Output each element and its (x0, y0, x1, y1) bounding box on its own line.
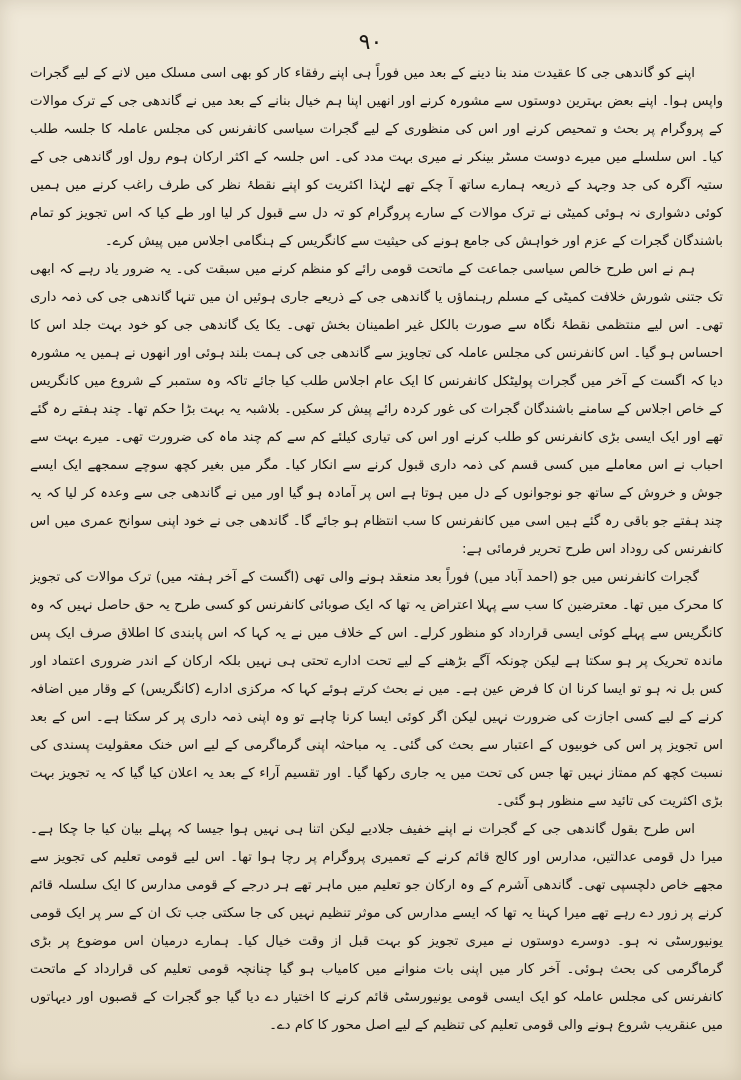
paragraph-2: ہم نے اس طرح خالص سیاسی جماعت کے ماتحت قومی رائے کو منظم کرنے میں سبقت کی۔ یہ ضرور یاد رہے کہ ابھی تک جتنی شورش خلافت کمیٹی کے مسلم رہنماؤں یا گاندھی جی کے ذریعے جاری ہوئیں ان میں تنہا گاندھی جی کی ذمہ داری تھی۔ اس لیے منتظمی نقطۂ نگاہ سے صورت بالکل غیر اطمینان بخش تھی۔ یکا یک گاندھی جی کو خود بہت جلد اس کا احساس ہو گیا۔ اس کانفرنس کی مجلس عاملہ کی تجاویز سے گاندھی جی کی ہمت بلند ہوئی اور انھوں نے ہمیں یہ مشورہ دیا کہ اگست کے آخر میں گجرات پولیٹکل کانفرنس کا ایک عام اجلاس طلب کیا جائے تاکہ وہ ستمبر کے شروع میں کانگریس کے خاص اجلاس کے سامنے باشندگان گجرات کی غور کردہ رائے پیش کر سکیں۔ بلاشبہ یہ بہت بڑا حکم تھا۔ چند ہفتے رہ گئے تھے اور ایک ایسی بڑی کانفرنس کو طلب کرنے اور اس کی تیاری کیلئے کم سے کم چند ماہ کی ضرورت تھی۔ میرے بہت سے احباب نے اس معاملے میں کسی قسم کی ذمہ داری قبول کرنے سے انکار کیا۔ مگر میں بغیر کچھ سوچے سمجھے ایک ایسے جوش و خروش کے ساتھ جو نوجوانوں کے دل میں ہوتا ہے اس پر آمادہ ہو گیا اور میں نے گاندھی جی سے وعدہ کر لیا کہ یہ چند ہفتے جو باقی رہ گئے ہیں اسی میں کانفرنس کا سب انتظام ہو جائے گا۔ گاندھی جی نے خود اپنی سوانح عمری میں اس کانفرنس کی روداد اس طرح تحریر فرمائی ہے: (30, 262, 723, 557)
body-text (30, 60, 723, 1074)
paragraph-1: اپنے کو گاندھی جی کا عقیدت مند بنا دینے کے بعد میں فوراً ہی اپنے رفقاء کار کو بھی اسی مسلک میں لانے کے لیے گجرات واپس ہوا۔ اپنے بعض بہترین دوستوں سے مشورہ کرنے اور انھیں اپنا ہم خیال بنانے کے بعد میں نے گاندھی جی کے ترک موالات کے پروگرام پر بحث و تمحیص کرنے اور اس کی منظوری کے لیے گجرات سیاسی کانفرنس کی مجلس عاملہ کا جلسہ طلب کیا۔ اس سلسلے میں میرے دوست مسٹر بینکر نے میری بہت مدد کی۔ اس جلسہ کے اکثر ارکان ہوم رول اور گاندھی جی کے ستیہ آگرہ کی جد وجہد کے ذریعہ ہمارے ساتھ آ چکے تھے لہٰذا اکثریت کو اپنے نقطۂ نظر کی طرف راغب کرنے میں ہمیں کوئی دشواری نہ ہوئی کمیٹی نے ترک موالات کے سارے پروگرام کو تہ دل سے قبول کر لیا اور طے کیا کہ اس تجویز کو تمام باشندگان گجرات کے عزم اور خواہش کی جامع ہونے کی حیثیت سے کانگریس کے ہنگامی اجلاس میں پیش کرے۔ (30, 66, 723, 249)
paragraph-4: اس طرح بقول گاندھی جی کے گجرات نے اپنے خفیف جلادیے لیکن اتنا ہی نہیں ہوا جیسا کہ پہلے بیان کیا جا چکا ہے۔ میرا دل قومی عدالتیں، مدارس اور کالج قائم کرنے کے تعمیری پروگرام پر رچا ہوا تھا۔ اس لیے قومی تعلیم کی تجویز سے مجھے خاص دلچسپی تھی۔ گاندھی آشرم کے وہ ارکان جو تعلیم میں ماہر تھے ہر درجے کے قومی مدارس کا ایک سلسلہ قائم کرنے پر زور دے رہے تھے میرا کہنا یہ تھا کہ ایسے مدارس کی موثر تنظیم نہیں کی جا سکتی جب تک ان کے سر پر ایک قومی یونیورسٹی نہ ہو۔ دوسرے دوستوں نے میری تجویز کو بہت قبل از وقت خیال کیا۔ ہمارے درمیان اس موضوع پر بڑی گرماگرمی کی بحث ہوئی۔ آخر کار میں اپنی بات منوانے میں کامیاب ہو گیا چنانچہ قومی تعلیم کی قرارداد کے ماتحت کانفرنس کی مجلس عاملہ کو ایک ایسی قومی یونیورسٹی قائم کرنے کا اختیار دے دیا گیا جو گجرات کے قصبوں اور دیہاتوں میں عنقریب شروع ہونے والی قومی تعلیم کی تنظیم کے لیے اصل محور کا کام دے۔ (30, 822, 723, 1033)
page-number: ۹۰ (358, 30, 383, 55)
quoted-paragraph: گجرات کانفرنس میں جو (احمد آباد میں) فوراً بعد منعقد ہونے والی تھی (اگست کے آخر ہفتہ میں) ترک موالات کی تجویز کا محرک میں تھا۔ معترضین کا سب سے پہلا اعتراض یہ تھا کہ ایک صوبائی کانفرنس کو کسی طرح یہ حق حاصل نہیں کہ وہ کانگریس سے پہلے کوئی ایسی قرارداد کو منظور کرلے۔ اس کے خلاف میں نے یہ کہا کہ اس پابندی کا اطلاق صرف ایک پس ماندہ تحریک پر ہو سکتا ہے لیکن چونکہ آگے بڑھنے کے لیے تحت ادارے تحتی ہی نہیں بلکہ ارکان کے اندر ضروری اعتماد اور کس بل نہ ہو تو ایسا کرنا ان کا فرض عین ہے۔ میں نے بحث کرتے ہوئے کہا کہ مرکزی ادارے (کانگریس) کے وقار میں اضافہ کرنے کے لیے کسی اجازت کی ضرورت نہیں لیکن اگر کوئی ایسا کرنا چاہے تو وہ اپنی ذمہ داری پر کر سکتا ہے۔ اس کے بعد اس تجویز پر اس کی خوبیوں کے اعتبار سے بحث کی گئی۔ یہ مباحثہ اپنی گرماگرمی کے لیے اس خنک معقولیت پسندی کی نسبت کچھ کم ممتاز نہیں تھا جس کی تحت میں یہ جاری رکھا گیا۔ اور تقسیم آراء کے بعد یہ اعلان کیا گیا کہ یہ تجویز بہت بڑی اکثریت کی تائید سے منظور ہو گئی۔ (30, 570, 723, 809)
